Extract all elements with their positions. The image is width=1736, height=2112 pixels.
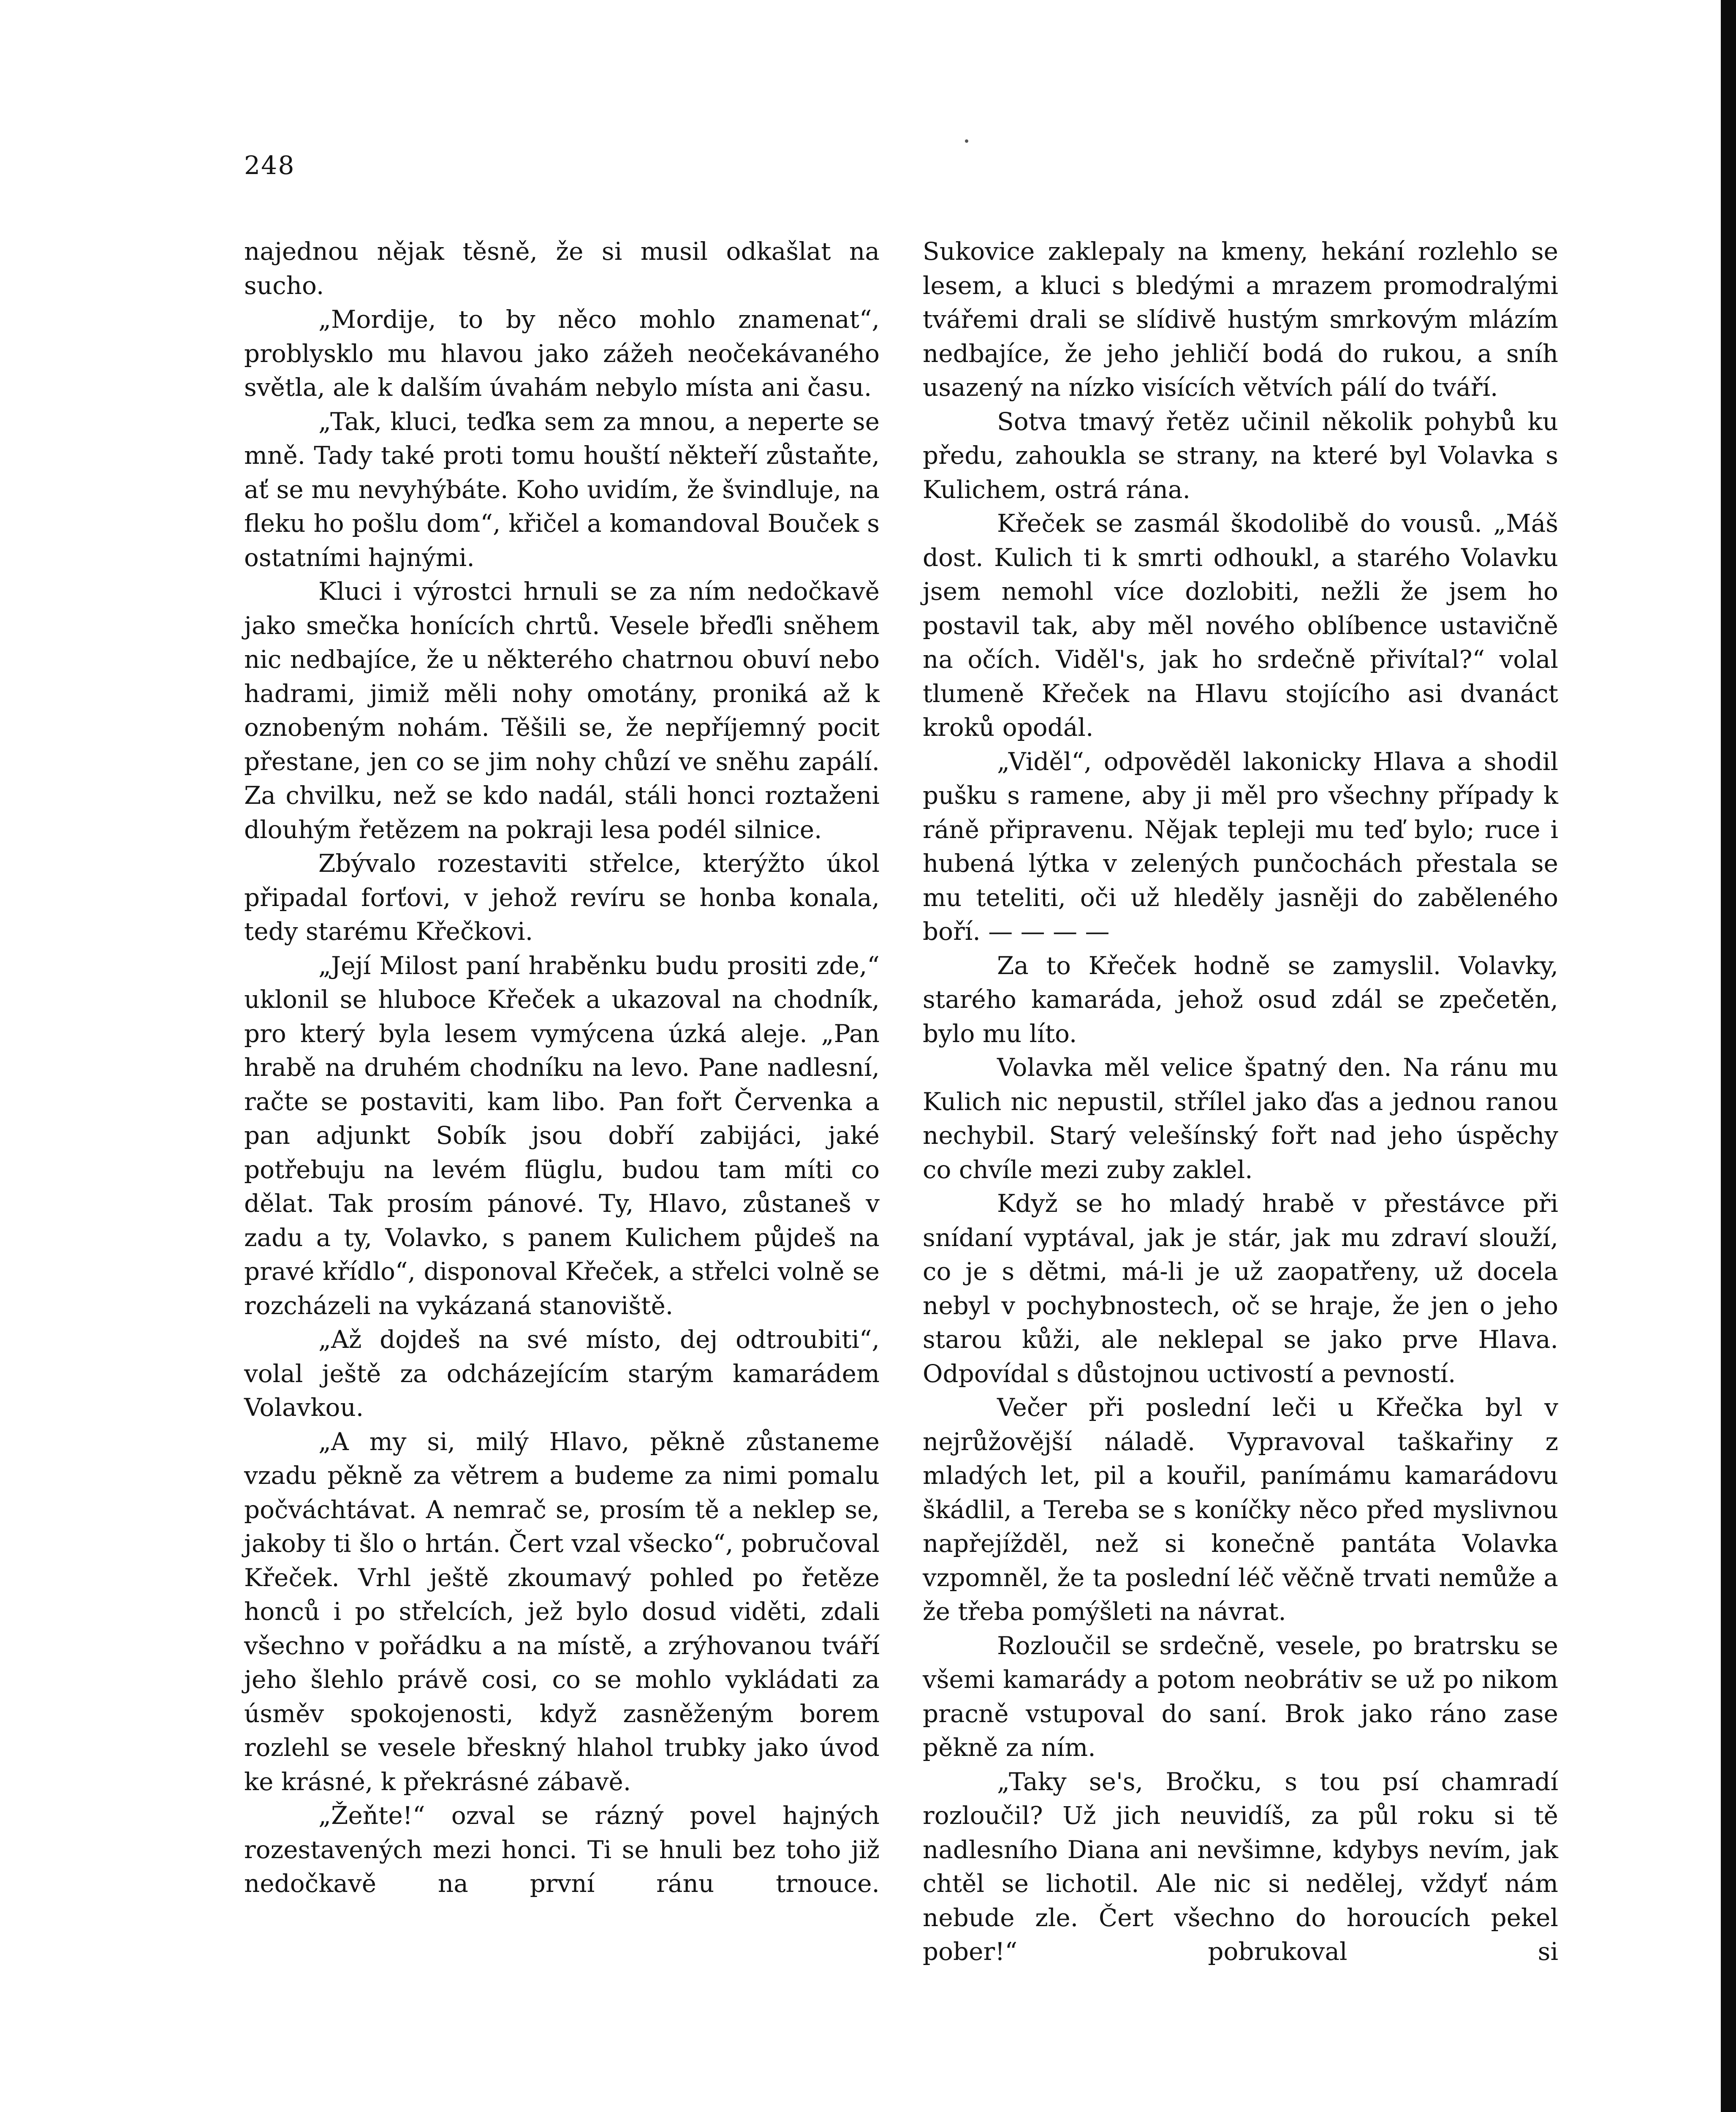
paragraph: Volavka měl velice špatný den. Na ránu mu Kulich nic nepustil, střílel jako ďas a jednou ranou nechybil. Starý velešínský fořt nad jeho úspěchy co chvíle mezi zuby zaklel. (923, 1053, 1558, 1184)
paragraph: Kluci i výrostci hrnuli se za ním nedočkavě jako smečka honících chrtů. Vesele břeďli sněhem nic nedbajíce, že u některého chatrnou obuví nebo hadrami, jimiž měli nohy omotány, proniká až k oznobeným nohám. Těšili se, že nepříjemný pocit přestane, jen co se jim nohy chůzí ve sněhu zapálí. Za chvilku, než se kdo nadál, stáli honci roztaženi dlouhým řetězem na pokraji lesa podél silnice. (244, 577, 880, 844)
paragraph: „Její Milost paní hraběnku budu prositi zde,“ uklonil se hluboce Křeček a ukazoval na chodník, pro který byla lesem vymýcena úzká aleje. „Pan hrabě na druhém chodníku na levo. Pane nadlesní, račte se postaviti, kam libo. Pan fořt Červenka a pan adjunkt Sobík jsou dobří zabijáci, jaké potřebuju na levém flüglu, budou tam míti co dělat. Tak prosím pánové. Ty, Hlavo, zůstaneš v zadu a ty, Volavko, s panem Kulichem půjdeš na pravé křídlo“, disponoval Křeček, a střelci volně se rozcházeli na vykázaná stanoviště. (244, 951, 880, 1320)
paragraph: Křeček se zasmál škodolibě do vousů. „Máš dost. Kulich ti k smrti odhoukl, a starého Volavku jsem nemohl více dozlobiti, nežli že jsem ho postavil tak, aby měl nového oblíbence ustavičně na očích. Viděl's, jak ho srdečně přivítal?“ volal tlumeně Křeček na Hlavu stojícího asi dvanáct kroků opodál. (923, 509, 1558, 742)
paragraph: Sukovice zaklepaly na kmeny, hekání rozlehlo se lesem, a kluci s bledými a mrazem promodralými tvářemi drali se slídivě hustým smrkovým mlázím nedbajíce, že jeho jehličí bodá do rukou, a sníh usazený na nízko visících větvích pálí do tváří. (923, 237, 1558, 402)
paragraph: „Taky se's, Bročku, s tou psí chamradí rozloučil? Už jich neuvidíš, za půl roku si tě nadlesního Diana ani nevšimne, kdybys nevím, jak chtěl se lichotil. Ale nic si nedělej, vždyť nám nebude zle. Čert všechno do horoucích pekel pober!“ pobrukoval si (923, 1767, 1558, 1966)
scan-right-edge (1721, 0, 1736, 2112)
paragraph: „Tak, kluci, teďka sem za mnou, a neperte se mně. Tady také proti tomu houští někteří zůstaňte, ať se mu nevyhýbáte. Koho uvidím, že švindluje, na fleku ho pošlu dom“, křičel a komandoval Bouček s ostatními hajnými. (244, 407, 880, 572)
paragraph: Když se ho mladý hrabě v přestávce při snídaní vyptával, jak je stár, jak mu zdraví slouží, co je s dětmi, má-li je už zaopatřeny, už docela nebyl v pochybnostech, oč se hraje, že jen o jeho starou kůži, ale neklepal se jako prve Hlava. Odpovídal s důstojnou uctivostí a pevností. (923, 1189, 1558, 1388)
paragraph: Večer při poslední leči u Křečka byl v nejrůžovější náladě. Vypravoval taškařiny z mladých let, pil a kouřil, panímámu kamarádovu škádlil, a Tereba se s koníčky něco před myslivnou napřejížděl, než si konečně pantáta Volavka vzpomněl, že ta poslední léč věčně trvati nemůže a že třeba pomýšleti na návrat. (923, 1393, 1558, 1626)
paragraph: „Žeňte!“ ozval se rázný povel hajných rozestavených mezi honci. Ti se hnuli bez toho již nedočkavě na první ránu trnouce. (244, 1801, 880, 1898)
paragraph: „Mordije, to by něco mohlo znamenat“, problysklo mu hlavou jako zážeh neočekávaného světla, ale k dalším úvahám nebylo místa ani času. (244, 305, 880, 402)
paragraph: najednou nějak těsně, že si musil odkašlat na sucho. (244, 237, 880, 300)
page-number: 248 (244, 151, 295, 180)
paragraph: Zbývalo rozestaviti střelce, kterýžto úkol připadal forťovi, v jehož revíru se honba konala, tedy starému Křečkovi. (244, 849, 880, 946)
paragraph: Za to Křeček hodně se zamyslil. Volavky, starého kamaráda, jehož osud zdál se zpečetěn, bylo mu líto. (923, 951, 1558, 1048)
paragraph: „Až dojdeš na své místo, dej odtroubiti“, volal ještě za odcházejícím starým kamarádem Volavkou. (244, 1325, 880, 1422)
right-column (923, 234, 1558, 1969)
paragraph: Rozloučil se srdečně, vesele, po bratrsku se všemi kamarády a potom neobrátiv se už po nikom pracně vstupoval do saní. Brok jako ráno zase pěkně za ním. (923, 1631, 1558, 1762)
paragraph: „A my si, milý Hlavo, pěkně zůstaneme vzadu pěkně za větrem a budeme za nimi pomalu počváchtávat. A nemrač se, prosím tě a neklep se, jakoby ti šlo o hrtán. Čert vzal všecko“, pobručoval Křeček. Vrhl ještě zkoumavý pohled po řetěze honců i po střelcích, jež bylo dosud viděti, zdali všechno v pořádku a na místě, a zrýhovanou tváří jeho šlehlo právě cosi, co se mohlo vykládati za úsměv spokojenosti, když zasněženým borem rozlehl se vesele břeskný hlahol trubky jako úvod ke krásné, k překrásné zábavě. (244, 1427, 880, 1796)
scan-speck (965, 139, 968, 143)
paragraph: Sotva tmavý řetěz učinil několik pohybů ku předu, zahoukla se strany, na které byl Volavka s Kulichem, ostrá rána. (923, 407, 1558, 504)
left-column (244, 234, 880, 1901)
paragraph: „Viděl“, odpověděl lakonicky Hlava a shodil pušku s ramene, aby ji měl pro všechny případy k ráně připravenu. Nějak tepleji mu teď bylo; ruce i hubená lýtka v zelených punčochách přestala se mu teteliti, oči už hleděly jasněji do zaběleného boří. — — — — (923, 747, 1558, 946)
